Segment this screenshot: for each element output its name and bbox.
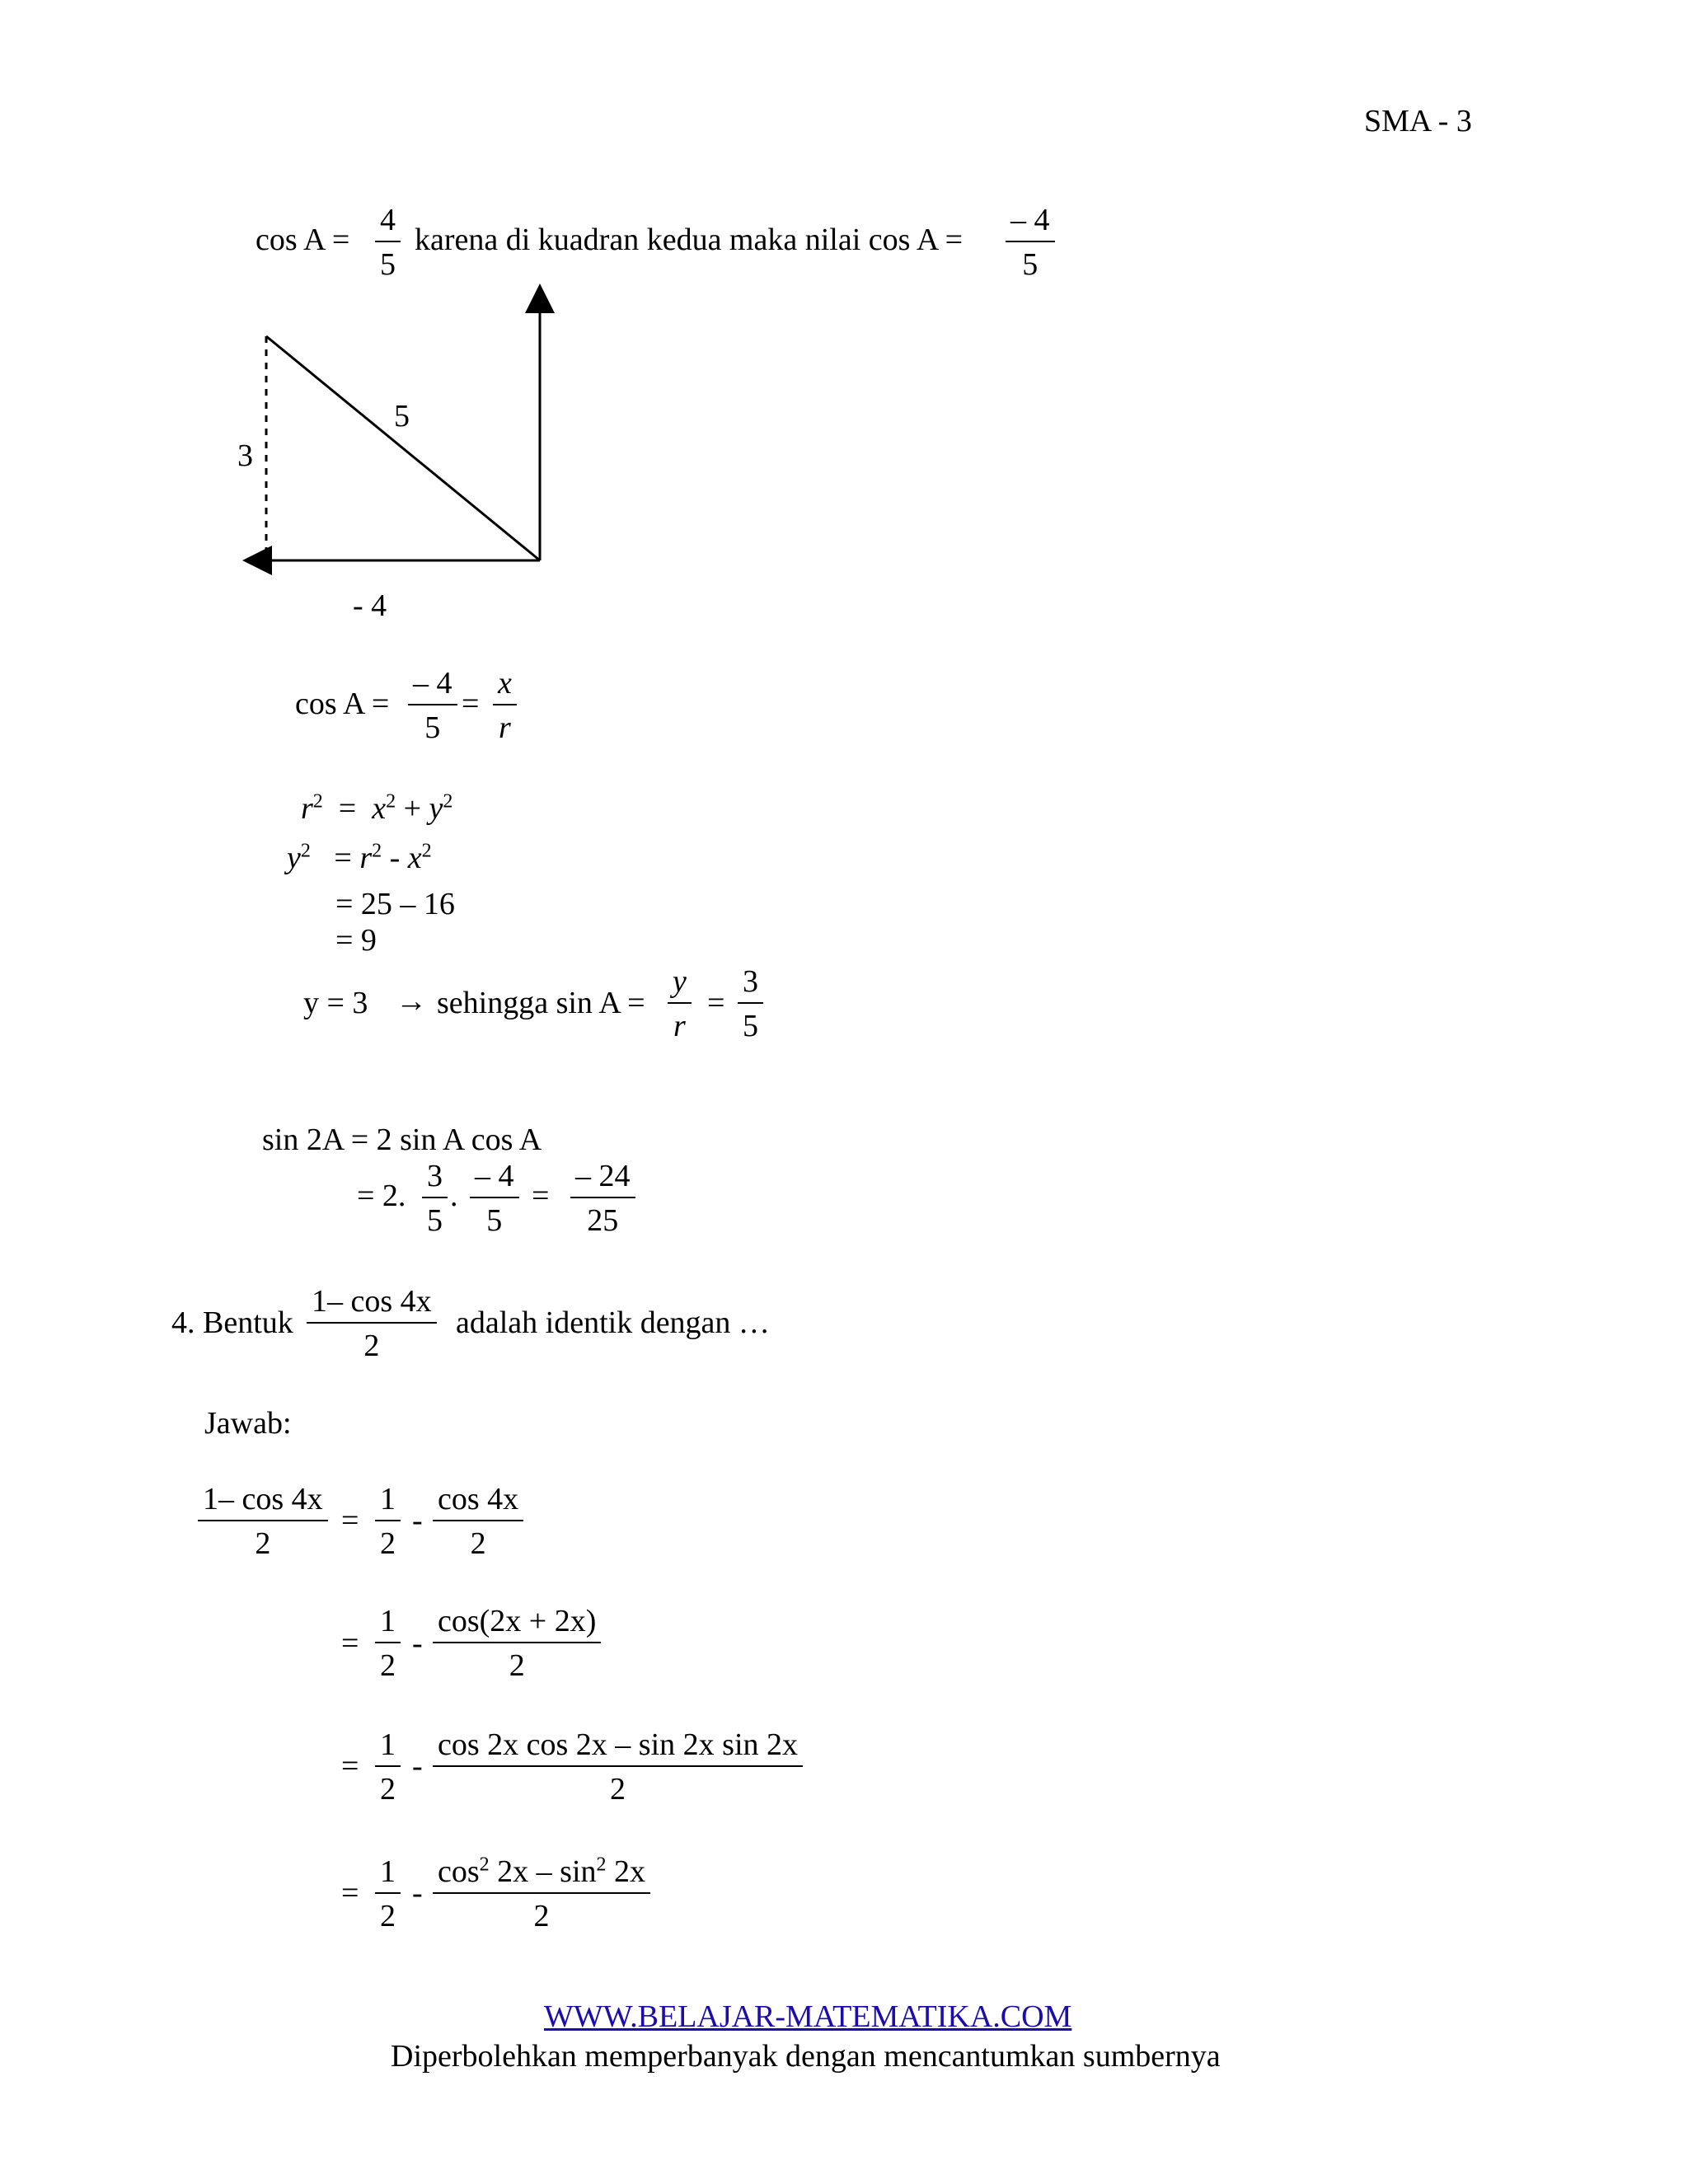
exponent: 2 <box>421 840 432 862</box>
var-y: y <box>287 841 301 875</box>
exponent: 2 <box>596 1854 607 1876</box>
sin2a-fraction-1 <box>422 1160 448 1236</box>
fraction-numerator: cos 2x cos 2x – sin 2x sin 2x <box>433 1729 803 1767</box>
hypotenuse-label: 5 <box>394 399 410 434</box>
half-fraction <box>375 1605 401 1681</box>
fraction-denominator: r <box>673 1009 686 1043</box>
sin2a-formula: sin 2A = 2 sin A cos A <box>262 1122 542 1157</box>
arrow-right-icon: → <box>396 984 427 1019</box>
cos-intro-text: karena di kuadran kedua maka nilai cos A = <box>415 223 964 257</box>
fraction-numerator: cos 4x <box>433 1483 523 1521</box>
footer-note: Diperbolehkan memperbanyak dengan mencantumkan sumbernya <box>391 2039 1221 2074</box>
pythagoras-line-2 <box>287 842 432 874</box>
sin-result-text-2: sehingga sin A = <box>437 986 645 1020</box>
hypotenuse-line <box>266 336 540 560</box>
cos-text: cos <box>438 1854 480 1889</box>
fraction-denominator: 5 <box>424 710 441 745</box>
sin-result-text: y = 3 <box>303 986 368 1020</box>
fraction-numerator: 1 <box>375 1605 401 1643</box>
fraction-denominator: 2 <box>380 1526 396 1561</box>
fraction-numerator: 1 <box>375 1729 401 1767</box>
fraction-denominator: r <box>499 710 511 745</box>
minus-sign: - <box>389 841 401 875</box>
sin-result-fraction-1 <box>668 966 692 1042</box>
fraction-denominator: 5 <box>427 1203 443 1238</box>
exponent: 2 <box>479 1854 490 1876</box>
equals-sign: = <box>341 1876 359 1910</box>
exponent: 2 <box>312 790 323 813</box>
fraction-denominator: 2 <box>470 1526 486 1561</box>
fraction-numerator: 1 <box>375 1856 401 1894</box>
answer-step-2-rhs-fraction <box>433 1605 601 1681</box>
fraction-numerator: – 4 <box>1006 204 1055 242</box>
exponent: 2 <box>300 840 311 862</box>
sin2a-fraction-2 <box>470 1160 519 1236</box>
minus-sign: - <box>412 1503 423 1538</box>
fraction-numerator: cos(2x + 2x) <box>433 1605 601 1643</box>
fraction-numerator: 4 <box>375 204 401 242</box>
minus-sign: - <box>412 1876 423 1910</box>
fraction-denominator: 2 <box>533 1899 550 1933</box>
fraction-denominator: 25 <box>587 1203 619 1238</box>
vertical-side-label: 3 <box>237 438 253 473</box>
fraction-denominator: 2 <box>380 1899 396 1933</box>
footer-website-link[interactable]: WWW.BELAJAR-MATEMATIKA.COM <box>544 1999 1072 2034</box>
fraction-denominator: 2 <box>610 1772 626 1807</box>
cos-intro-lhs: cos A = <box>256 223 350 257</box>
equals-sign: = <box>334 841 352 875</box>
end-text: 2x <box>614 1854 646 1889</box>
pythagoras-line-1 <box>301 790 453 826</box>
half-fraction <box>375 1856 401 1932</box>
cos-ratio-fraction-2 <box>493 668 517 743</box>
equals-sign: = <box>462 687 480 721</box>
half-fraction <box>375 1483 401 1559</box>
equals-sign: = <box>341 1626 359 1661</box>
page-label: SMA - 3 <box>1364 104 1472 138</box>
fraction-numerator: y <box>668 966 692 1004</box>
exponent: 2 <box>372 840 382 862</box>
fraction-numerator <box>433 1856 650 1894</box>
cos-ratio-fraction-1 <box>408 668 457 743</box>
pythagoras-line-4: = 9 <box>335 923 377 958</box>
equals-sign: = <box>341 1749 359 1783</box>
fraction-denominator: 5 <box>1022 247 1039 282</box>
fraction-denominator: 2 <box>509 1648 525 1683</box>
equals-sign: = <box>532 1179 550 1213</box>
half-fraction <box>375 1729 401 1805</box>
fraction-denominator: 2 <box>380 1648 396 1683</box>
fraction-denominator: 2 <box>380 1772 396 1807</box>
exponent: 2 <box>443 790 453 813</box>
answer-step-3-rhs-fraction <box>433 1729 803 1805</box>
var-x: x <box>372 791 387 826</box>
fraction-numerator: 1 <box>375 1483 401 1521</box>
exponent: 2 <box>386 790 396 813</box>
answer-step-1-lhs-fraction <box>198 1483 328 1559</box>
minus-sign: - <box>412 1749 423 1783</box>
question-4-fraction <box>307 1286 437 1361</box>
fraction-denominator: 2 <box>255 1526 271 1561</box>
equals-sign: = <box>338 791 357 826</box>
fraction-denominator: 5 <box>743 1009 758 1043</box>
fraction-denominator: 5 <box>486 1203 503 1238</box>
sin2a-fraction-3 <box>570 1160 635 1236</box>
fraction-denominator: 5 <box>380 247 396 282</box>
equals-sign: = <box>707 986 725 1020</box>
fraction-numerator: x <box>493 668 517 705</box>
cos-ratio-lhs: cos A = <box>295 687 390 721</box>
fraction-denominator: 2 <box>363 1329 380 1363</box>
multiply-dot: . <box>450 1179 458 1213</box>
answer-step-4-rhs-fraction <box>433 1856 650 1932</box>
plus-sign: + <box>403 791 422 826</box>
sin2a-prefix: = 2. <box>357 1179 406 1213</box>
answer-step-1-rhs-fraction <box>433 1483 523 1559</box>
fraction-numerator: – 4 <box>408 668 457 705</box>
middle-text: 2x – sin <box>497 1854 597 1889</box>
fraction-numerator: 1– cos 4x <box>198 1483 328 1521</box>
fraction-numerator: 3 <box>422 1160 448 1198</box>
fraction-numerator: 1– cos 4x <box>307 1286 437 1324</box>
fraction-numerator: 3 <box>738 966 763 1004</box>
question-4-suffix: adalah identik dengan … <box>456 1305 770 1340</box>
fraction-numerator: – 24 <box>570 1160 635 1198</box>
var-r: r <box>301 791 313 826</box>
var-r: r <box>359 841 373 875</box>
pythagoras-line-3: = 25 – 16 <box>335 887 455 921</box>
horizontal-side-label: - 4 <box>353 588 387 623</box>
answer-label: Jawab: <box>204 1406 292 1441</box>
sin-result-fraction-2 <box>738 966 763 1042</box>
fraction-numerator: – 4 <box>470 1160 519 1198</box>
var-y: y <box>429 791 443 826</box>
equals-sign: = <box>341 1503 359 1538</box>
minus-sign: - <box>412 1626 423 1661</box>
var-x: x <box>407 841 422 875</box>
question-4-prefix: 4. Bentuk <box>171 1305 293 1340</box>
